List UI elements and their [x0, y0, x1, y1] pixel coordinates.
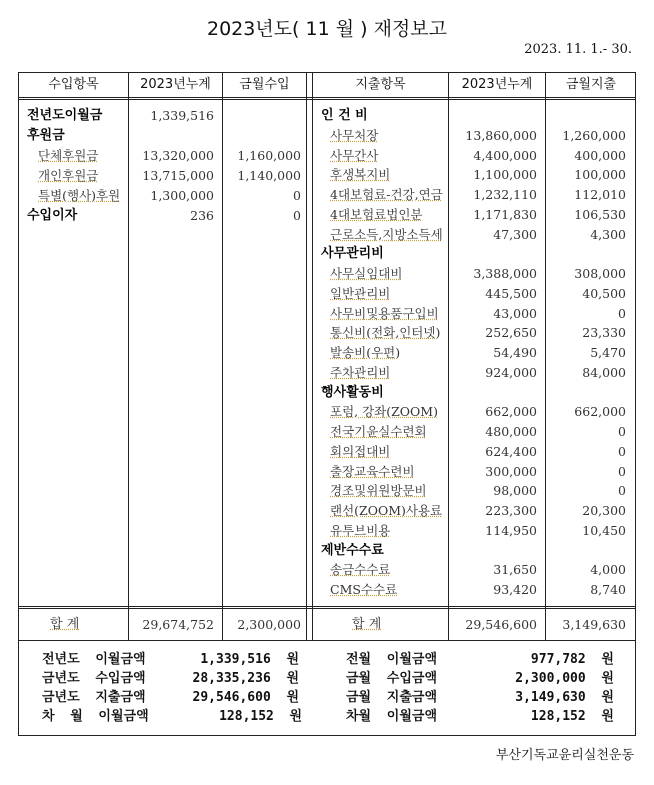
expense-item-month: 0: [618, 305, 626, 321]
summary-left-line: 전년도 이월금액 1,339,516 원: [42, 652, 299, 667]
expense-item-cum: 114,950: [485, 522, 537, 538]
report-title: 2023년도( 11 월 ) 재정보고: [207, 18, 447, 40]
income-total-cum: 29,674,752: [142, 617, 214, 632]
income-item-label: 단체후원금: [38, 148, 99, 163]
income-item-month: 0: [293, 208, 301, 223]
expense-total-cum: 29,546,600: [465, 617, 537, 632]
expense-item-month: 5,470: [590, 345, 626, 360]
summary-left-line: 금년도 지출금액 29,546,600 원: [42, 690, 299, 705]
expense-item-cum: 223,300: [485, 503, 537, 518]
expense-item-cum: 54,490: [493, 345, 537, 360]
income-total-label: 합 계: [50, 617, 80, 632]
expense-item-label: 사무처장: [330, 127, 379, 143]
expense-item-label: 사무간사: [330, 147, 379, 163]
header-income-cum: 2023년누계: [140, 77, 211, 92]
expense-item-month: 4,000: [590, 562, 626, 578]
header-divider: [18, 97, 636, 98]
expense-item-month: 84,000: [582, 364, 626, 380]
expense-item-cum: 1,171,830: [473, 206, 537, 222]
expense-item-label: 4대보험료-건강,연금: [330, 187, 443, 202]
expense-item-cum: 1,232,110: [473, 187, 537, 202]
expense-item-label: 전국기윤실수련회: [330, 424, 427, 439]
income-item-label: 전년도이월금: [27, 108, 103, 123]
expense-item-label: 행사활동비: [321, 384, 384, 400]
totals-divider: [18, 606, 636, 607]
expense-item-label: 인 건 비: [321, 108, 368, 123]
expense-item-month: 0: [618, 463, 626, 479]
income-item-label: 후원금: [27, 128, 65, 143]
expense-item-label: 사무비및용품구입비: [330, 305, 439, 321]
income-item-month: 0: [293, 188, 301, 203]
expense-item-month: 8,740: [590, 582, 626, 597]
expense-item-label: 회의접대비: [330, 443, 391, 459]
expense-item-cum: 300,000: [485, 463, 537, 479]
summary-left-line: 차 월 이월금액 128,152 원: [42, 709, 303, 724]
expense-item-label: 근로소득,지방소득세: [330, 226, 443, 242]
expense-item-cum: 924,000: [485, 364, 537, 380]
income-item-cum: 236: [190, 208, 214, 223]
income-total-month: 2,300,000: [237, 617, 301, 632]
expense-item-label: 발송비(우편): [330, 345, 401, 360]
summary-right-line: 금월 수입금액 2,300,000 원: [346, 671, 614, 686]
expense-item-month: 308,000: [574, 266, 626, 281]
expense-item-cum: 13,860,000: [465, 127, 537, 143]
expense-item-label: 4대보험료법인분: [330, 206, 423, 222]
expense-item-cum: 4,400,000: [473, 147, 537, 163]
expense-item-label: 사무관리비: [321, 246, 384, 262]
totals-divider: [18, 608, 636, 609]
expense-item-cum: 3,388,000: [473, 266, 537, 281]
expense-item-month: 662,000: [574, 404, 626, 420]
expense-item-cum: 624,400: [485, 443, 537, 459]
income-item-label: 특별(행사)후원: [38, 188, 121, 203]
expense-item-cum: 93,420: [493, 582, 537, 597]
income-item-cum: 13,715,000: [142, 168, 214, 183]
expense-item-label: 랜선(ZOOM)사용료: [330, 503, 443, 518]
header-divider: [18, 99, 636, 100]
income-item-cum: 13,320,000: [142, 148, 214, 163]
expense-item-month: 0: [618, 483, 626, 499]
expense-item-cum: 445,500: [485, 285, 537, 301]
expense-item-label: 후생복지비: [330, 167, 391, 183]
expense-item-label: 포럼, 강좌(ZOOM): [330, 404, 438, 420]
header-expense-cum: 2023년누계: [461, 77, 533, 92]
income-item-month: 1,140,000: [237, 168, 301, 183]
organization-name: 부산기독교윤리실천운동: [495, 748, 634, 763]
expense-item-month: 100,000: [574, 167, 626, 183]
summary-divider: [18, 640, 636, 641]
summary-left-line: 금년도 수입금액 28,335,236 원: [42, 671, 299, 686]
summary-right-line: 금월 지출금액 3,149,630 원: [346, 690, 614, 705]
income-item-cum: 1,300,000: [150, 188, 214, 203]
expense-item-label: 주차관리비: [330, 364, 391, 380]
expense-item-cum: 31,650: [493, 562, 537, 578]
expense-item-label: 송금수수료: [330, 562, 391, 578]
expense-item-label: 제반수수료: [321, 542, 384, 558]
expense-item-cum: 1,100,000: [473, 167, 537, 183]
expense-item-cum: 480,000: [485, 424, 537, 439]
expense-item-month: 10,450: [582, 522, 626, 538]
expense-item-cum: 43,000: [493, 305, 537, 321]
expense-total-label: 합 계: [352, 617, 382, 632]
expense-item-label: 통신비(전화,인터넷): [330, 325, 441, 341]
report-table: [18, 72, 636, 736]
expense-item-month: 1,260,000: [562, 127, 626, 143]
expense-item-month: 23,330: [582, 325, 626, 341]
expense-item-label: 유투브비용: [330, 522, 391, 538]
summary-right-line: 차월 이월금액 128,152 원: [346, 709, 614, 724]
expense-item-label: 경조및위원방문비: [330, 483, 427, 499]
expense-total-month: 3,149,630: [562, 617, 626, 632]
report-date: 2023. 11. 1.- 30.: [524, 42, 632, 57]
expense-item-label: 출장교육수련비: [330, 463, 415, 479]
expense-item-month: 106,530: [574, 206, 626, 222]
income-item-label: 수입이자: [27, 208, 78, 223]
expense-item-month: 0: [618, 424, 626, 439]
expense-item-month: 40,500: [582, 285, 626, 301]
expense-item-cum: 252,650: [485, 325, 537, 341]
expense-item-label: 일반관리비: [330, 285, 391, 301]
expense-item-cum: 47,300: [493, 226, 537, 242]
header-income-month: 금월수입: [239, 77, 290, 92]
expense-item-month: 20,300: [582, 503, 626, 518]
income-item-month: 1,160,000: [237, 148, 301, 163]
header-expense-month: 금월지출: [565, 77, 617, 92]
summary-right-line: 전월 이월금액 977,782 원: [346, 652, 614, 667]
income-item-cum: 1,339,516: [150, 108, 214, 123]
expense-item-cum: 98,000: [493, 483, 537, 499]
header-expense-item: 지출항목: [355, 77, 406, 92]
income-item-label: 개인후원금: [38, 168, 99, 183]
expense-item-label: CMS수수료: [330, 582, 398, 597]
expense-item-month: 0: [618, 443, 626, 459]
expense-item-label: 사무실임대비: [330, 266, 403, 281]
header-income-item: 수입항목: [48, 77, 99, 92]
col-divider: [312, 72, 313, 640]
expense-item-cum: 662,000: [485, 404, 537, 420]
col-divider: [306, 72, 307, 640]
expense-item-month: 400,000: [574, 147, 626, 163]
expense-item-month: 4,300: [590, 226, 626, 242]
expense-item-month: 112,010: [574, 187, 626, 202]
